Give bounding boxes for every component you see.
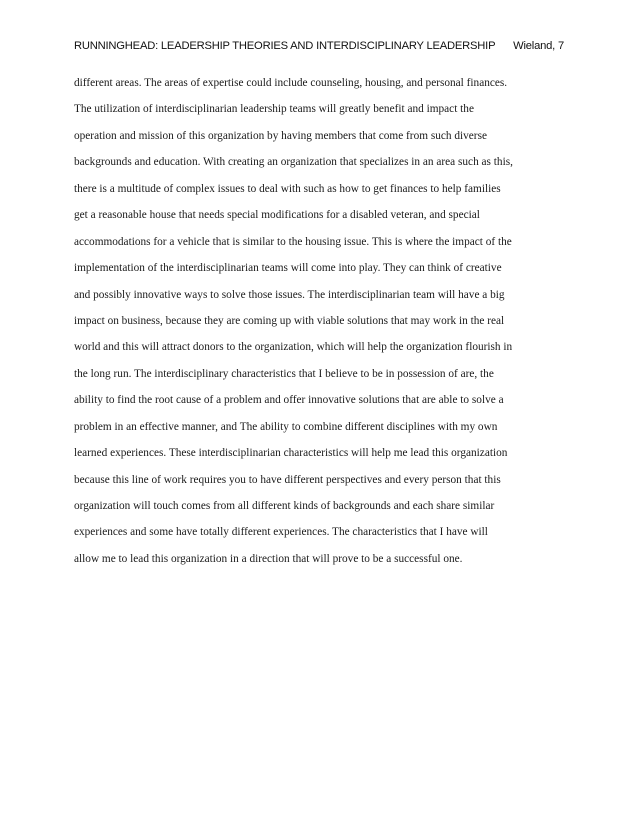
text-line: problem in an effective manner, and The ability to combine different disciplines with my own: [74, 420, 498, 433]
text-line: allow me to lead this organization in a direction that will prove to be a successful one.: [74, 552, 463, 565]
text-line: the long run. The interdisciplinary characteristics that I believe to be in possession of are, the: [74, 367, 494, 380]
text-line: impact on business, because they are coming up with viable solutions that may work in the real: [74, 314, 505, 327]
page-number: Wieland, 7: [513, 40, 564, 52]
text-line: operation and mission of this organization by having members that come from such diverse: [74, 129, 487, 142]
text-line: accommodations for a vehicle that is similar to the housing issue. This is where the impact of the: [74, 235, 512, 248]
text-line: learned experiences. These interdisciplinarian characteristics will help me lead this organization: [74, 447, 508, 460]
text-line: because this line of work requires you to have different perspectives and every person that this: [74, 473, 501, 486]
text-line: implementation of the interdisciplinarian teams will come into play. They can think of creative: [74, 262, 502, 275]
running-head-title: RUNNINGHEAD: LEADERSHIP THEORIES AND INTERDISCIPLINARY LEADERSHIP: [74, 40, 496, 52]
text-line: different areas. The areas of expertise could include counseling, housing, and personal finances.: [74, 77, 508, 89]
text-line: and possibly innovative ways to solve those issues. The interdisciplinarian team will have a big: [74, 288, 505, 301]
running-head: [74, 40, 564, 56]
text-line: The utilization of interdisciplinarian leadership teams will greatly benefit and impact the: [74, 103, 474, 116]
text-line: backgrounds and education. With creating an organization that specializes in an area such as this,: [74, 156, 513, 169]
body-paragraph: [74, 70, 574, 572]
text-line: experiences and some have totally different experiences. The characteristics that I have will: [74, 526, 488, 539]
text-line: organization will touch comes from all different kinds of backgrounds and each share similar: [74, 500, 495, 512]
text-line: get a reasonable house that needs special modifications for a disabled veteran, and special: [74, 209, 480, 222]
text-line: there is a multitude of complex issues to deal with such as how to get finances to help families: [74, 182, 501, 195]
text-line: world and this will attract donors to the organization, which will help the organization flourish in: [74, 341, 513, 354]
text-line: ability to find the root cause of a problem and offer innovative solutions that are able to solve a: [74, 394, 504, 407]
